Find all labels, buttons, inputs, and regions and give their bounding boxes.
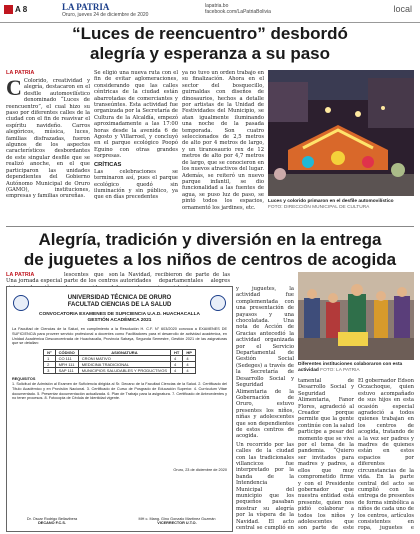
article1-col1: LA PATRIA C Colorido, creatividad y alegría, destacaron en el desfile automovilístico denominado “Luces de reencuentro”, el cual hizo su paso por diferentes calles de la ciudad con el fin de reavivar el espíritu navideño. Carros alegóricos, música, luces, familias disfrazadas, fueron algunos de los aspectos característicos desbordantes de este singular desfile que se realizó anoche, en el que participaron las unidades dependientes del Gobierno Autónomo Municipal de Oruro (GAMO), instituciones, empresas y familias orureñas. [6, 70, 90, 200]
drop-cap: C [6, 75, 22, 100]
article2-kicker: LA PATRIA [6, 272, 35, 278]
parade-photo [268, 70, 414, 196]
article2-col5: tamental de Desarrollo Social y Seguridad Alimentaria, Fanor Flores, agradeció al Creador porque permite que la gente continúe con la salud participe a pesar del momento que se vive por el tema de la pandemia. “Quiero ser invitados para madres y padres, a ellos que muy comprometido firme y con el Presidente gobernador que nuestra entidad está presente, quien nos pidió colaborar a todos los niños y adolescentes que son parte de este [298, 378, 354, 530]
article1-subhead: CRÍTICAS [94, 161, 122, 168]
table-row: 2 MFH 111 MEDICINA TRADICIONAL 4 4 [44, 362, 196, 368]
page-header [0, 0, 420, 23]
divider [6, 226, 414, 227]
article2-col6: El gobernador Edson Oczachoque, quien estuvo acompañado de sus hijos en esta ocasión especial agradeció a todos quienes trabajan en los centros de acogida, tratando de a la vez ser padres y madres de quienes están en estos espacios por diferentes circunstancias de la vida. En la parte central del acto se cumplió con la entrega de presentes de forma simbólica a niños de cada uno de los centros, artículos consistentes en ropa, juguetes e [358, 378, 414, 530]
table-header-row: N° CÓDIGO ASIGNATURA HT HP [44, 350, 196, 356]
page-number: A 8 [4, 5, 27, 14]
notice-date: Oruro, 23 de diciembre de 2020 [173, 467, 227, 472]
faculty-logo [210, 295, 226, 311]
site-link[interactable]: lapatria.bo [205, 3, 229, 9]
signature-decano: Dr. Oscar Rodrigo Bellavibera DECANO F.C.S. [26, 517, 78, 525]
article2-col2: lescentes que son parte de los centros [64, 272, 118, 285]
article1-caption: Luces y colorido primaron en el desfile automovilístico FOTO: DIRECCIÓN MUNICIPAL DE CULTURA [268, 199, 394, 210]
subjects-table [43, 349, 196, 374]
university-notice [6, 286, 233, 532]
toys-photo [298, 272, 414, 360]
table-row: 3 SAP 111 MUNICIPIOS SALUDABLES Y PRODUCTIVOS 4 4 [44, 368, 196, 374]
requirements-title: REQUISITOS [12, 377, 36, 382]
section-label: local [393, 4, 412, 14]
signature-vicerrector: MH c. Mang. Gino Gonzalo Martínez Guzmán VICERRECTOR U.T.O. [138, 517, 216, 525]
article2-col1: LA PATRIA Una jornada especial [6, 272, 62, 285]
notice-convocatoria: CONVOCATORIA EXAMENES DE SUFICIENCIA U.A.D. HUACHACALLA GESTIÓN ACADÉMICA 2021 [39, 312, 200, 323]
article2-caption: Diferentes instituciones colaboraron con esta actividad FOTO: LA PATRIA [298, 362, 403, 373]
article2-col3: la Navidad, recibieron de parte de las autoridades departamentales alegres [120, 272, 230, 285]
article1-kicker: LA PATRIA [6, 70, 35, 76]
article1-col2: Se eligió una nueva ruta con el fin de evitar aglomeraciones, considerando que las calles céntricas de la ciudad están abarrotadas de comerciantes y transeúntes. Esta actividad fue organizada por la Secretaría de Cultura de la Alcaldía, empezó aproximadamente a las 17:00 horas desde la avenida 6 de Agosto y Villarroel, y concluyó en el parque ecológico Poopó Eguino con otras grandes sorpresas. CRÍTICAS Las celebraciones se terminaron así, pues el parque ecológico quedó sin iluminación y sin público, ya que en días precedentes [94, 70, 178, 201]
table-row: 1 CO 111 CRONI MATIVO 4 4 [44, 356, 196, 362]
university-logo [13, 295, 29, 311]
article1-headline: “Luces de reencuentro” desbordó alegría y esperanza a su paso [72, 24, 348, 63]
site-links [205, 3, 271, 15]
notice-title: UNIVERSIDAD TÉCNICA DE ORURO FACULTAD CIENCIAS DE LA SALUD [67, 295, 172, 308]
article2-headline: Alegría, tradición y diversión en la entrega de juguetes a los niños de centros de acogida [23, 230, 397, 269]
article2-col4: y juguetes, la actividad fue complementada con una presentación de payasos y una chocolatada. Una nota de Acción de Gracias antecedió la actividad organizada por el Servicio Departamental de Gestión Social (Sedeges) a través de la Secretaría de Desarrollo Social y Seguridad Alimentaria de la Gobernación de Oruro, estuvo presentes los niños, niñas y adolescentes que son dependientes de estos centros de acogida. Un recorrido por las calles de la ciudad con las tradicionales villancicos fue interpretado por la banda de la Intendencia Municipal del municipio que los pequeños pasaban mostrar su alegría por la víspera de la Navidad. El acto central se cumplió en [236, 286, 294, 530]
facebook-link[interactable]: facebook.com/LaPatriaBolivia [205, 9, 271, 15]
masthead: LA PATRIA [62, 2, 110, 12]
requirements-list: 1. Solicitud de Admisión al Examen de Suficiencia dirigida al Sr. Decano de la Facultad Ciencias de la Salud. 2. Certificado del Título Académico y en Provisión Nacional. 3. Certificado de Curso de Posgrado de Educación Superior. 4. Curriculum Vitae documentado. 5. Presentar documentación actualizada. 6. Plan de Trabajo para la asignatura. 7. Certificado de Antecedentes y no tener procesos. 8. Fotocopia de Cédula de Identidad vigente. [12, 381, 227, 401]
issue-date: Oruro, jueves 24 de diciembre de 2020 [62, 12, 149, 18]
article1-col3: ya no tuvo un orden trabajo en su finalización. Ahora en el sector del bosquecillo, guirnaldas con diseños de dinosaurios, hechos a detalle por artistas de la Unidad de Festividades del Municipio, se atan igualmente iluminando una noche de la pasada temporada. Son cuatro seleccionados de 2,5 metros de alto por 4 metros de largo, y un tiranosaurio rex de 12 metros de alto por 4,7 metros de largo, que se conocieron en los nuevos atractivos del lugar. Además, se reiteró un nuevo parque infantil, se dio funcionalidad a las fuentes de agua, se puso luz de paso, se pintó todos los espacios, ornamentó los jardines, etc. [182, 70, 264, 211]
notice-intro: La Facultad de Ciencias de la Salud, en cumplimiento a la Resolución H. C.F. N° 603/2020 convoca a EXAMENES DE SUFICIENCIA para proveer servicio profesional a docentes como Facilitadores para el desarrollo de actividad académica, en Unidad Académica Desconcentrada de Huachacalla, Provincia Sabaya, Segunda Semestre, Gestión 2021 de las asignaturas que se detallan: [12, 327, 227, 346]
